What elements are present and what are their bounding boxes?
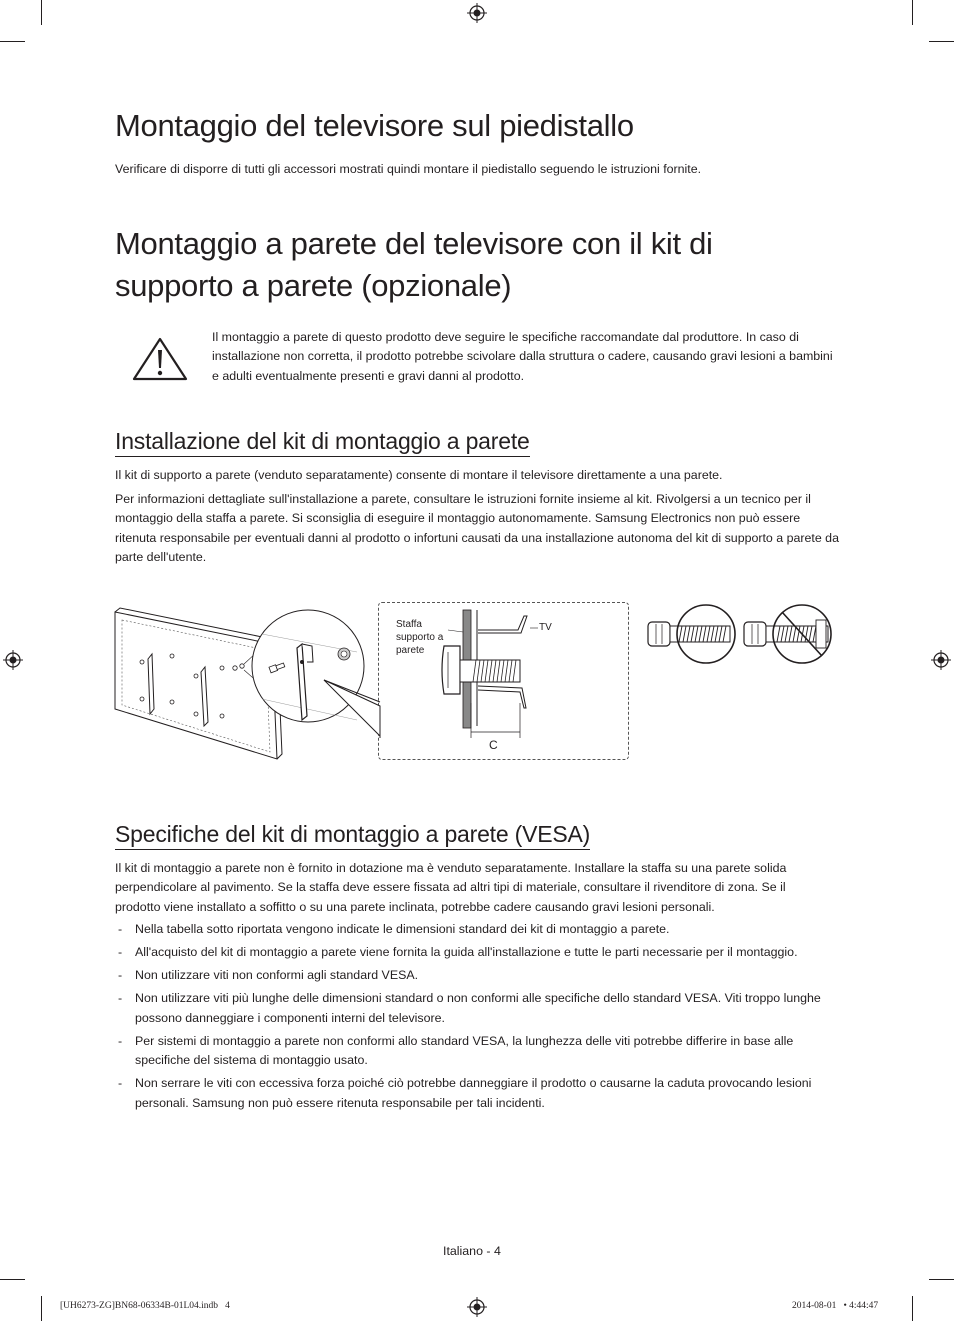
wall-bracket-cross-section xyxy=(430,608,550,748)
crop-mark xyxy=(929,41,954,42)
vesa-bullet-list xyxy=(115,920,840,1117)
bullet-dash: - xyxy=(118,1033,123,1048)
crop-mark xyxy=(929,1279,954,1280)
warning-text: Il montaggio a parete di questo prodotto deve seguire le specifiche raccomandate dal produttore. In caso di installazione non corretta, il prodotto potrebbe scivolare dalla struttura o cadere, causando gravi lesioni a bambini e adulti eventualmente presenti e gravi danni al prodotto. xyxy=(212,330,833,383)
crop-mark xyxy=(41,0,42,25)
section-title-vesa xyxy=(115,821,590,850)
c-dimension-label: C xyxy=(489,738,498,752)
list-item: - All'acquisto del kit di montaggio a parete viene fornita la guida all'installazione e tutte le parti necessarie per il montaggio. xyxy=(115,943,840,963)
list-item: - Per sistemi di montaggio a parete non conformi allo standard VESA, la lunghezza delle viti potrebbe differire in base alle specifiche del sistema di montaggio usato. xyxy=(118,1033,794,1068)
crop-mark xyxy=(41,1296,42,1321)
bullet-dash: - xyxy=(118,944,123,959)
bracket-label-line2: supporto a xyxy=(396,632,444,643)
print-timestamp: 2014-08-01 • 4:44:47 xyxy=(792,1301,879,1311)
install-kit-para1: Il kit di supporto a parete (venduto separatamente) consente di montare il televisore direttamente a una parete. xyxy=(115,468,723,482)
bracket-label-line3: parete xyxy=(396,645,425,656)
crop-mark xyxy=(0,1279,25,1280)
bracket-label-line1: Staffa xyxy=(396,619,422,630)
registration-mark-icon xyxy=(3,650,23,670)
crop-mark xyxy=(0,41,25,42)
section-title-stand: Montaggio del televisore sul piedistallo xyxy=(115,108,634,143)
registration-mark-icon xyxy=(931,650,951,670)
crop-mark xyxy=(912,1296,913,1321)
file-info: [UH6273-ZG]BN68-06334B-01L04.indb 4 xyxy=(60,1301,230,1311)
registration-mark-icon xyxy=(467,1297,487,1317)
section-title-wall-mount-line2: supporto a parete (opzionale) xyxy=(115,268,512,303)
correct-screw-icon xyxy=(644,602,736,666)
list-item: - Non utilizzare viti non conformi agli standard VESA. xyxy=(115,966,840,986)
page-number: Italiano - 4 xyxy=(443,1244,501,1258)
list-item: - Non utilizzare viti più lunghe delle dimensioni standard o non conformi alle specifiche dello standard VESA. Viti troppo lunghe possono danneggiare i componenti interni del televisore. xyxy=(118,990,821,1025)
section-title-install-kit xyxy=(115,428,530,457)
bullet-dash: - xyxy=(118,1076,123,1091)
vesa-paragraph: Il kit di montaggio a parete non è fornito in dotazione ma è venduto separatamente. Installare la staffa su una parete solida perpendicolare al pavimento. Se la staffa deve essere fissata ad altri tipi di materiale, consultare il rivenditore di zona. Se il prodotto viene installato a soffitto o su una parete inclinata, potrebbe cadere causando gravi lesioni personali. xyxy=(115,861,787,914)
registration-mark-icon xyxy=(467,3,487,23)
bullet-dash: - xyxy=(118,922,123,936)
bullet-dash: - xyxy=(118,967,123,982)
crop-mark xyxy=(912,0,913,25)
install-kit-para2: Per informazioni dettagliate sull'installazione a parete, consultare le istruzioni fornite insieme al kit. Rivolgersi a un tecnico per il montaggio della staffa a parete. Si sconsiglia di eseguire il montaggio autonomamente. Samsung Electronics non può essere ritenuta responsabile per eventuali danni al prodotto o infortuni causati da una installazione autonoma del kit di supporto a parete da parte dell'utente. xyxy=(115,492,839,564)
list-item: - Non serrare le viti con eccessiva forza poiché ciò potrebbe danneggiare il prodotto o causarne la caduta provocando lesioni personali. Samsung non può essere ritenuta responsabile per tali incidenti. xyxy=(118,1076,812,1110)
zoom-arrow-shape xyxy=(322,660,384,740)
stand-instructions-text: Verificare di disporre di tutti gli accessori mostrati quindi montare il piedistallo seguendo le istruzioni fornite. xyxy=(115,162,702,176)
tv-label: TV xyxy=(539,622,552,633)
vesa-heading: Specifiche del kit di montaggio a parete (VESA) xyxy=(115,821,590,850)
bracket-label xyxy=(396,618,443,657)
list-item: - Nella tabella sotto riportata vengono indicate le dimensioni standard dei kit di montaggio a parete. xyxy=(115,920,840,940)
section-title-wall-mount-line1: Montaggio a parete del televisore con il kit di xyxy=(115,226,713,261)
warning-triangle-icon xyxy=(131,336,189,382)
install-kit-heading: Installazione del kit di montaggio a parete xyxy=(115,428,530,457)
bullet-dash: - xyxy=(118,990,123,1005)
incorrect-screw-icon xyxy=(740,602,836,666)
